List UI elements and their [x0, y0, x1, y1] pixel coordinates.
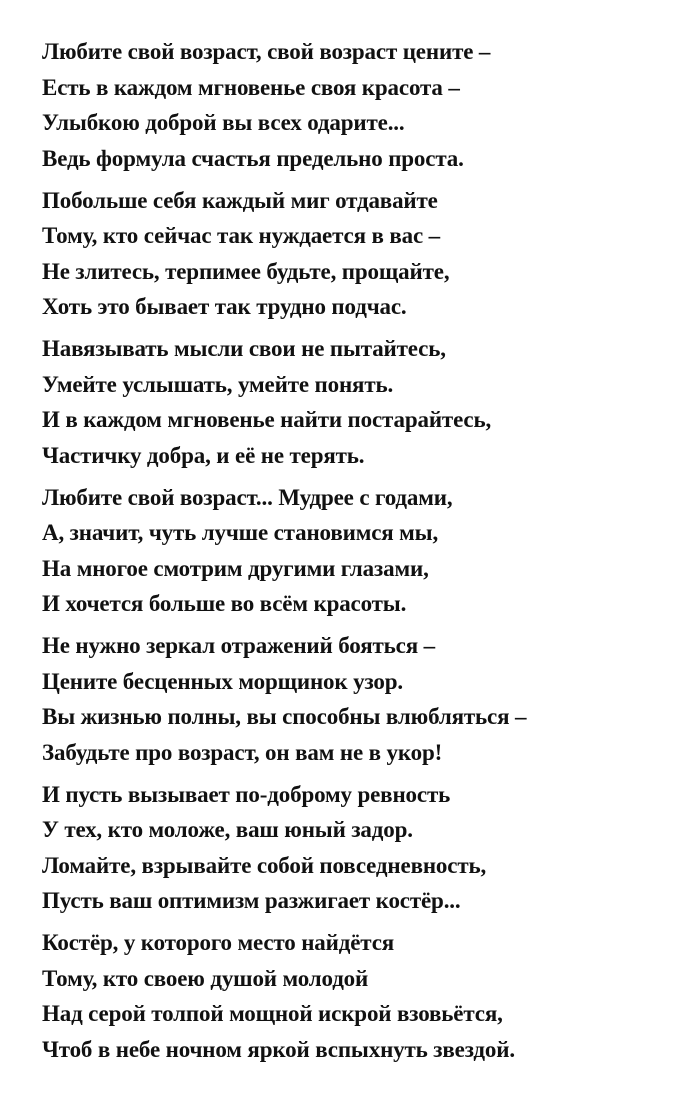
poem-line: Костёр, у которого место найдётся [42, 930, 395, 955]
poem-line: И пусть вызывает по-доброму ревность [42, 781, 451, 807]
stanza-5 [42, 628, 692, 770]
poem-line: Есть в каждом мгновенье своя красота – [42, 74, 460, 100]
poem-text [42, 34, 692, 1074]
stanza-4 [42, 480, 692, 622]
poem-line: Навязывать мысли свои не пытайтесь, [42, 336, 446, 361]
poem-line: Любите свой возраст... Мудрее с годами, [42, 484, 453, 510]
poem-line: Частичку добра, и её не терять. [42, 442, 365, 468]
poem-line: Ломайте, взрывайте собой повседневность, [42, 852, 487, 878]
poem-line: Забудьте про возраст, он вам не в укор! [42, 739, 443, 765]
poem-line: Любите свой возраст, свой возраст цените – [42, 39, 491, 64]
poem-line: У тех, кто моложе, ваш юный задор. [42, 817, 413, 842]
poem-line: Ведь формула счастья предельно проста. [42, 145, 464, 171]
poem-line: Хоть это бывает так трудно подчас. [42, 294, 407, 319]
stanza-1 [42, 34, 692, 176]
poem-line: А, значит, чуть лучше становимся мы, [42, 520, 439, 545]
poem-line: И хочется больше во всём красоты. [42, 591, 407, 616]
poem-line: И в каждом мгновенье найти постарайтесь, [42, 407, 492, 432]
stanza-7 [42, 925, 692, 1067]
stanza-3 [42, 331, 692, 473]
poem-line: На многое смотрим другими глазами, [42, 555, 429, 581]
poem-line: Тому, кто сейчас так нуждается в вас – [42, 223, 440, 248]
poem-line: Чтоб в небе ночном яркой вспыхнуть звездой. [42, 1036, 515, 1062]
poem-line: Тому, кто своею душой молодой [42, 965, 369, 991]
stanza-2 [42, 183, 692, 325]
poem-line: Побольше себя каждый миг отдавайте [42, 187, 438, 213]
poem-line: Пусть ваш оптимизм разжигает костёр... [42, 888, 461, 913]
poem-line: Улыбкою доброй вы всех одарите... [42, 110, 405, 135]
poem-line: Цените бесценных морщинок узор. [42, 668, 404, 694]
poem-line: Не нужно зеркал отражений бояться – [42, 633, 435, 658]
poem-line: Вы жизнью полны, вы способны влюбляться – [42, 704, 527, 729]
poem-line: Над серой толпой мощной искрой взовьётся, [42, 1001, 503, 1026]
poem-line: Умейте услышать, умейте понять. [42, 371, 394, 397]
poem-line: Не злитесь, терпимее будьте, прощайте, [42, 258, 450, 284]
stanza-6 [42, 777, 692, 919]
